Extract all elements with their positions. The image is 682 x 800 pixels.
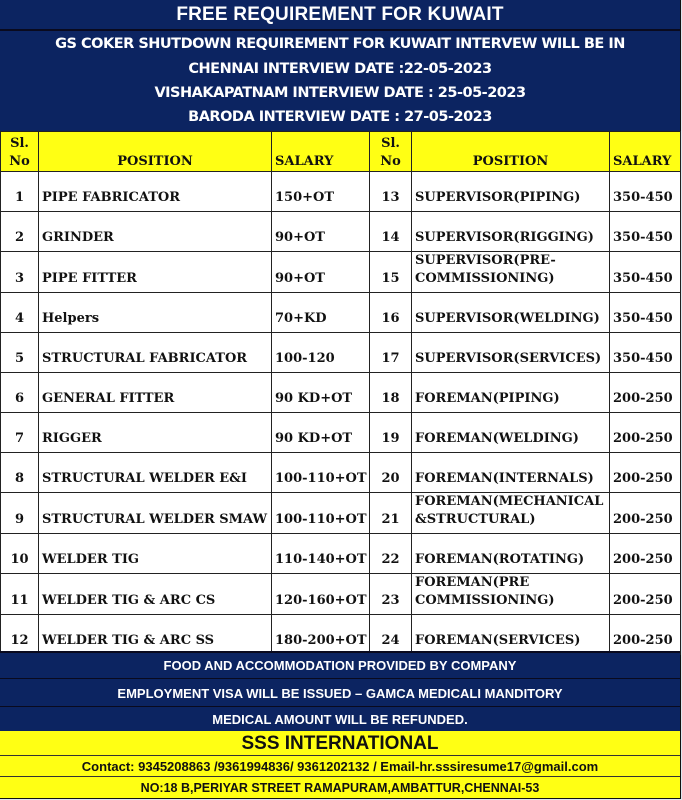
- sl-no-cell: 11: [1, 574, 39, 615]
- position-cell: SUPERVISOR(PRE-COMMISSIONING): [412, 252, 610, 293]
- position-cell: PIPE FABRICATOR: [39, 172, 272, 212]
- column-header-sl-no-2: Sl. No: [370, 132, 412, 172]
- sl-no-cell: 13: [370, 172, 412, 212]
- salary-cell: 110-140+OT: [272, 534, 370, 574]
- sl-no-cell: 1: [1, 172, 39, 212]
- sl-no-cell: 17: [370, 333, 412, 373]
- table-row: [1, 252, 681, 293]
- salary-cell: 120-160+OT: [272, 574, 370, 615]
- salary-cell: 200-250: [610, 453, 681, 493]
- column-header-salary-2: SALARY: [610, 132, 681, 172]
- sl-no-cell: 16: [370, 293, 412, 333]
- salary-cell: 200-250: [610, 615, 681, 655]
- sl-no-cell: 19: [370, 413, 412, 453]
- interview-intro: GS COKER SHUTDOWN REQUIREMENT FOR KUWAIT INTERVEW WILL BE IN: [55, 36, 625, 52]
- column-header-position-2: POSITION: [412, 132, 610, 172]
- poster-title: FREE REQUIREMENT FOR KUWAIT: [0, 0, 680, 31]
- position-cell: SUPERVISOR(SERVICES): [412, 333, 610, 373]
- table-row: [1, 333, 681, 373]
- salary-cell: 90 KD+OT: [272, 413, 370, 453]
- position-cell: FOREMAN(ROTATING): [412, 534, 610, 574]
- position-cell: FOREMAN(PIPING): [412, 373, 610, 413]
- salary-cell: 100-110+OT: [272, 453, 370, 493]
- visa-note: EMPLOYMENT VISA WILL BE ISSUED – GAMCA MEDICALI MANDITORY: [0, 679, 680, 707]
- table-row: [1, 373, 681, 413]
- sl-no-cell: 7: [1, 413, 39, 453]
- sl-no-cell: 14: [370, 212, 412, 252]
- position-cell: FOREMAN(SERVICES): [412, 615, 610, 655]
- position-cell: FOREMAN(WELDING): [412, 413, 610, 453]
- position-cell: WELDER TIG & ARC SS: [39, 615, 272, 655]
- position-cell: SUPERVISOR(PIPING): [412, 172, 610, 212]
- salary-cell: 200-250: [610, 534, 681, 574]
- sl-no-cell: 23: [370, 574, 412, 615]
- position-cell: FOREMAN(MECHANICAL &STRUCTURAL): [412, 493, 610, 534]
- salary-cell: 350-450: [610, 333, 681, 373]
- position-cell: Helpers: [39, 293, 272, 333]
- position-cell: WELDER TIG: [39, 534, 272, 574]
- sl-no-cell: 9: [1, 493, 39, 534]
- baroda-interview-date: BARODA INTERVIEW DATE : 27-05-2023: [188, 109, 492, 125]
- sl-no-cell: 5: [1, 333, 39, 373]
- salary-cell: 200-250: [610, 373, 681, 413]
- position-cell: SUPERVISOR(RIGGING): [412, 212, 610, 252]
- medical-refund-note: MEDICAL AMOUNT WILL BE REFUNDED.: [0, 707, 680, 731]
- table-header-row: [1, 132, 681, 172]
- position-cell: FOREMAN(INTERNALS): [412, 453, 610, 493]
- table-row: [1, 453, 681, 493]
- salary-cell: 90 KD+OT: [272, 373, 370, 413]
- chennai-interview-date: CHENNAI INTERVIEW DATE :22-05-2023: [188, 61, 492, 77]
- table-row: [1, 172, 681, 212]
- salary-cell: 200-250: [610, 493, 681, 534]
- interview-info: [0, 31, 680, 131]
- table-row: [1, 212, 681, 252]
- table-row: [1, 574, 681, 615]
- salary-cell: 150+OT: [272, 172, 370, 212]
- table-row: [1, 534, 681, 574]
- table-row: [1, 493, 681, 534]
- sl-no-cell: 24: [370, 615, 412, 655]
- position-cell: SUPERVISOR(WELDING): [412, 293, 610, 333]
- column-header-position: POSITION: [39, 132, 272, 172]
- position-cell: STRUCTURAL FABRICATOR: [39, 333, 272, 373]
- salary-cell: 200-250: [610, 574, 681, 615]
- position-cell: WELDER TIG & ARC CS: [39, 574, 272, 615]
- positions-table: [0, 131, 681, 655]
- position-cell: GENERAL FITTER: [39, 373, 272, 413]
- sl-no-cell: 15: [370, 252, 412, 293]
- company-name: SSS INTERNATIONAL: [0, 731, 680, 756]
- table-row: [1, 615, 681, 655]
- salary-cell: 100-120: [272, 333, 370, 373]
- table-row: [1, 413, 681, 453]
- salary-cell: 100-110+OT: [272, 493, 370, 534]
- sl-no-cell: 3: [1, 252, 39, 293]
- salary-cell: 350-450: [610, 212, 681, 252]
- column-header-salary: SALARY: [272, 132, 370, 172]
- salary-cell: 350-450: [610, 172, 681, 212]
- position-cell: STRUCTURAL WELDER E&I: [39, 453, 272, 493]
- position-cell: PIPE FITTER: [39, 252, 272, 293]
- sl-no-cell: 21: [370, 493, 412, 534]
- table-row: [1, 293, 681, 333]
- position-cell: RIGGER: [39, 413, 272, 453]
- sl-no-cell: 12: [1, 615, 39, 655]
- salary-cell: 70+KD: [272, 293, 370, 333]
- sl-no-cell: 2: [1, 212, 39, 252]
- position-cell: FOREMAN(PRE COMMISSIONING): [412, 574, 610, 615]
- sl-no-cell: 8: [1, 453, 39, 493]
- position-cell: STRUCTURAL WELDER SMAW: [39, 493, 272, 534]
- sl-no-cell: 18: [370, 373, 412, 413]
- sl-no-cell: 22: [370, 534, 412, 574]
- salary-cell: 90+OT: [272, 252, 370, 293]
- company-address: NO:18 B,PERIYAR STREET RAMAPURAM,AMBATTUR,CHENNAI-53: [0, 777, 680, 798]
- food-accommodation-note: FOOD AND ACCOMMODATION PROVIDED BY COMPANY: [0, 651, 680, 679]
- salary-cell: 200-250: [610, 413, 681, 453]
- vishakapatnam-interview-date: VISHAKAPATNAM INTERVIEW DATE : 25-05-2023: [154, 85, 526, 101]
- contact-info[interactable]: Contact: 9345208863 /9361994836/ 9361202132 / Email-hr.sssiresume17@gmail.com: [0, 756, 680, 777]
- salary-cell: 180-200+OT: [272, 615, 370, 655]
- column-header-sl-no: Sl. No: [1, 132, 39, 172]
- sl-no-cell: 20: [370, 453, 412, 493]
- sl-no-cell: 4: [1, 293, 39, 333]
- sl-no-cell: 6: [1, 373, 39, 413]
- position-cell: GRINDER: [39, 212, 272, 252]
- salary-cell: 350-450: [610, 293, 681, 333]
- salary-cell: 90+OT: [272, 212, 370, 252]
- salary-cell: 350-450: [610, 252, 681, 293]
- sl-no-cell: 10: [1, 534, 39, 574]
